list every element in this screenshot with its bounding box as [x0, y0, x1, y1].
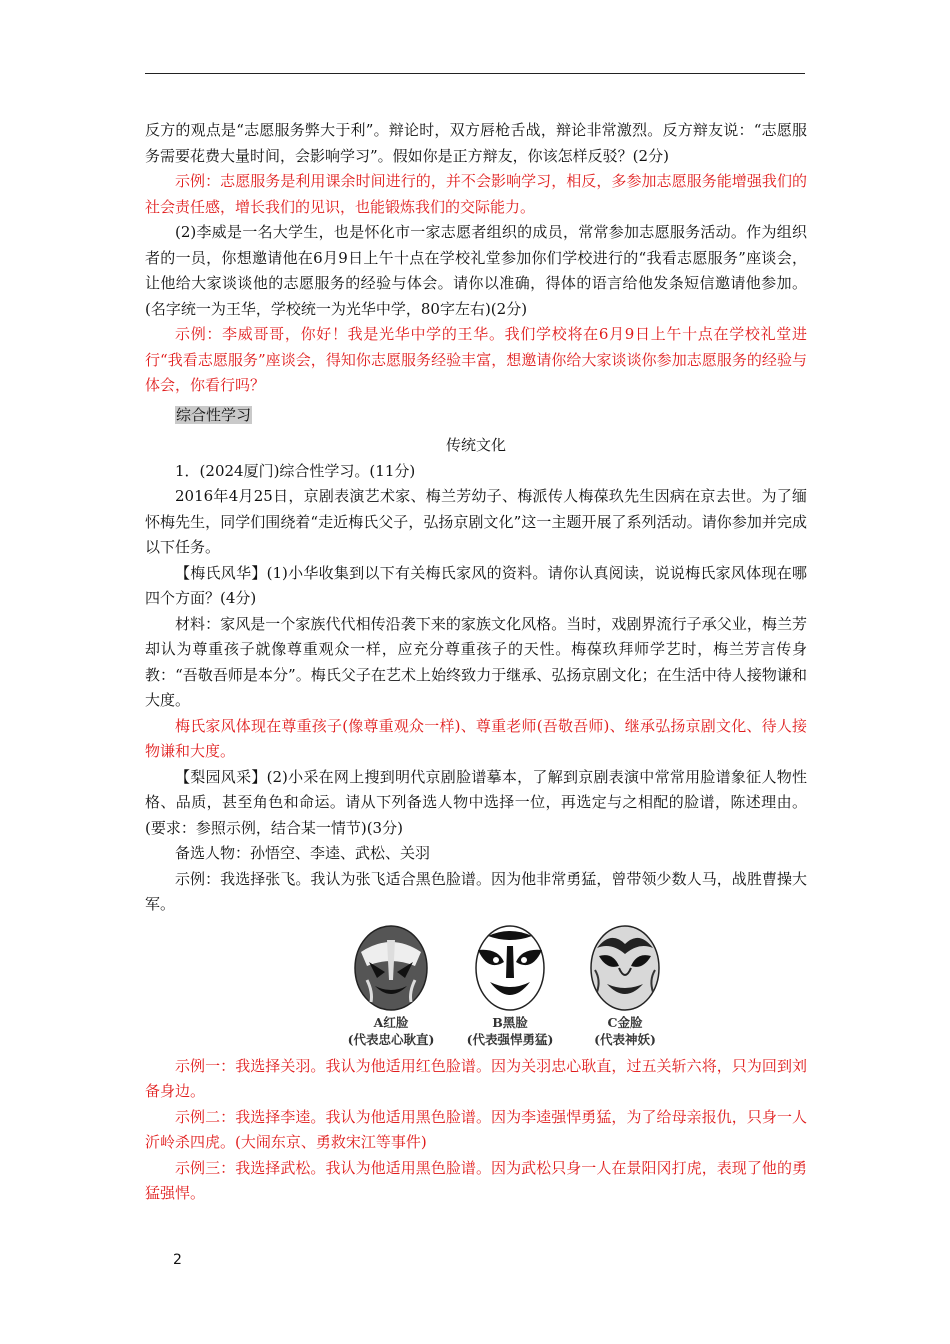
answer-debate: 示例：志愿服务是利用课余时间进行的，并不会影响学习，相反，多参加志愿服务能增强我们的社会责任感，增长我们的见识，也能锻炼我们的交际能力。 — [145, 172, 807, 216]
face-a-desc: (代表忠心耿直) — [347, 1031, 435, 1047]
section-label: 综合性学习 — [176, 405, 252, 424]
material-text: 材料：家风是一个家族代代相传沿袭下来的家族文化风格。当时，戏剧界流行子承父业，梅兰芳却认为尊重孩子就像尊重观众一样，应充分尊重孩子的天性。梅葆玖拜师学艺时，梅兰芳言传身教：“吾敬吾师是本分”。梅氏父子在艺术上始终致力于继承、弘扬京剧文化；在生活中待人接物谦和大度。 — [145, 614, 807, 709]
task-opera-masks: 【梨园风采】(2)小采在网上搜到明代京剧脸谱摹本，了解到京剧表演中常常用脸谱象征人物性格、品质，甚至角色和命运。请从下列备选人物中选择一位，再选定与之相配的脸谱，陈述理由。(要求：参照示例，结合某一情节)(3分) — [145, 767, 807, 837]
task-mei-family: 【梅氏风华】(1)小华收集到以下有关梅氏家风的资料。请你认真阅读，说说梅氏家风体现在哪四个方面？(4分) — [145, 563, 807, 607]
red-face-mask-icon — [349, 922, 433, 1014]
face-b-name: B黑脸 — [492, 1014, 528, 1030]
page-number: 2 — [173, 1252, 182, 1268]
question-text-invitation: (2)李威是一名大学生，也是怀化市一家志愿者组织的成员，常常参加志愿服务活动。作为组织者的一员，你想邀请他在6月9日上午十点在学校礼堂参加你们学校进行的“我看志愿服务”座谈会，让他给大家谈谈他的志愿服务的经验与体会。请你以准确，得体的语言给他发条短信邀请他参加。(名字统一为王华，学校统一为光华中学，80字左右)(2分) — [145, 223, 807, 318]
example-text: 示例：我选择张飞。我认为张飞适合黑色脸谱。因为他非常勇猛，曾带领少数人马，战胜曹操大军。 — [145, 869, 807, 913]
document-body — [145, 118, 807, 1207]
background-text: 2016年4月25日，京剧表演艺术家、梅兰芳幼子、梅派传人梅葆玖先生因病在京去世。为了缅怀梅先生，同学们围绕着“走近梅氏父子，弘扬京剧文化”这一主题开展了系列活动。请你参加并完成以下任务。 — [145, 487, 807, 556]
face-c — [567, 922, 683, 1048]
face-c-name: C金脸 — [607, 1014, 643, 1030]
face-a — [333, 922, 449, 1048]
mask-figure — [145, 922, 807, 1052]
section-title: 传统文化 — [445, 436, 506, 454]
face-b-desc: (代表强悍勇猛) — [466, 1031, 554, 1047]
face-c-desc: (代表神妖) — [594, 1031, 656, 1047]
face-b — [452, 922, 568, 1048]
black-face-mask-icon — [468, 922, 552, 1014]
candidate-characters: 备选人物：孙悟空、李逵、武松、关羽 — [175, 844, 431, 862]
gold-face-mask-icon — [583, 922, 667, 1014]
question-number: 1．(2024厦门)综合性学习。(11分) — [175, 461, 416, 480]
answer-example-one: 示例一：我选择关羽。我认为他适用红色脸谱。因为关羽忠心耿直，过五关斩六将，只为回到刘备身边。 — [145, 1056, 807, 1100]
answer-example-two: 示例二：我选择李逵。我认为他适用黑色脸谱。因为李逵强悍勇猛，为了给母亲报仇，只身一人沂岭杀四虎。(大闹东京、勇救宋江等事件) — [145, 1107, 807, 1151]
answer-example-three: 示例三：我选择武松。我认为他适用黑色脸谱。因为武松只身一人在景阳冈打虎，表现了他的勇猛强悍。 — [145, 1158, 807, 1202]
question-text-debate: 反方的观点是“志愿服务弊大于利”。辩论时，双方唇枪舌战，辩论非常激烈。反方辩友说：“志愿服务需要花费大量时间，会影响学习”。假如你是正方辩友，你该怎样反驳？(2分) — [145, 121, 807, 165]
header-rule — [145, 73, 805, 74]
answer-mei-family: 梅氏家风体现在尊重孩子(像尊重观众一样)、尊重老师(吾敬吾师)、继承弘扬京剧文化、待人接物谦和大度。 — [145, 716, 807, 760]
answer-invitation: 示例：李威哥哥，你好！我是光华中学的王华。我们学校将在6月9日上午十点在学校礼堂进行“我看志愿服务”座谈会，得知你志愿服务经验丰富，想邀请你给大家谈谈你参加志愿服务的经验与体会，你看行吗？ — [145, 325, 807, 394]
face-a-name: A红脸 — [373, 1014, 409, 1030]
